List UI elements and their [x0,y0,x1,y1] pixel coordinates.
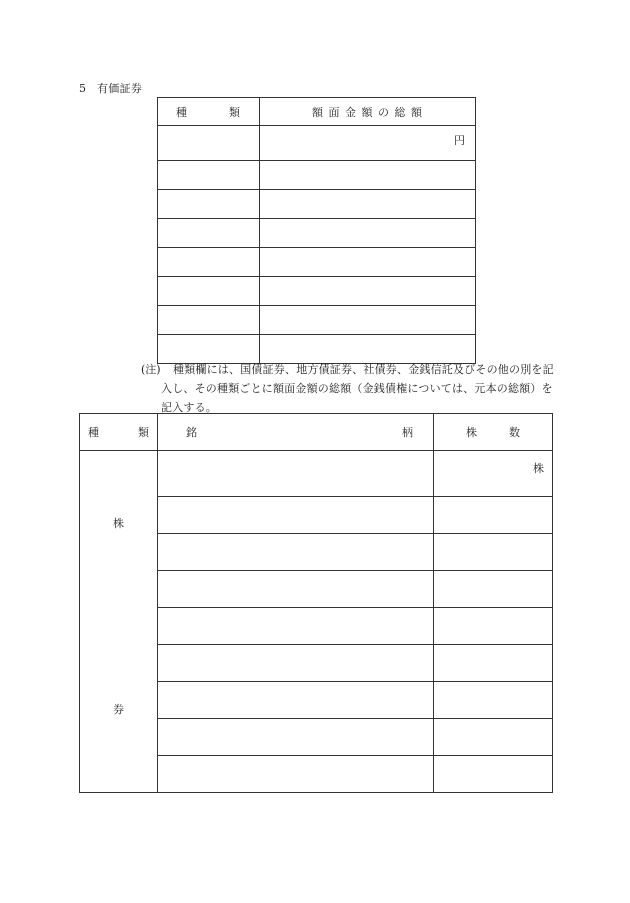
securities-header-kind [158,98,260,126]
securities-header-total: 額 面 金 額 の 総 額 [260,98,476,126]
stocks-brand-cell[interactable] [158,451,434,497]
securities-row [158,306,476,335]
stocks-count-cell[interactable] [434,451,553,497]
securities-total-cell[interactable] [260,190,476,219]
header-kind-char-1: 種 [176,105,188,119]
stocks-table [79,413,553,793]
securities-kind-cell[interactable] [158,277,260,306]
stocks-header-brand-char-2: 柄 [402,426,413,439]
stocks-body [80,451,553,793]
securities-row [158,161,476,190]
stocks-kind-label-top: 株 [113,517,124,530]
securities-row [158,190,476,219]
stocks-count-cell[interactable] [434,645,553,682]
securities-kind-cell[interactable] [158,248,260,277]
securities-total-cell[interactable] [260,219,476,248]
stocks-count-cell[interactable] [434,756,553,793]
stocks-kind-label-bottom: 券 [113,703,124,716]
securities-kind-cell[interactable] [158,161,260,190]
stocks-brand-cell[interactable] [158,682,434,719]
stocks-brand-cell[interactable] [158,497,434,534]
stocks-brand-cell[interactable] [158,719,434,756]
securities-body [158,126,476,364]
stocks-row [80,451,553,497]
securities-row [158,126,476,161]
note-label: (注) [141,363,161,376]
securities-total-cell[interactable] [260,248,476,277]
stocks-header-kind-char-1: 種 [88,426,99,439]
securities-table [157,97,476,364]
securities-row [158,248,476,277]
stocks-brand-cell[interactable] [158,571,434,608]
stocks-header-kind-char-2: 類 [138,426,149,439]
securities-kind-cell[interactable] [158,306,260,335]
stocks-count-cell[interactable] [434,719,553,756]
securities-row [158,219,476,248]
header-kind-char-2: 類 [229,105,241,119]
securities-kind-cell[interactable] [158,190,260,219]
securities-total-cell[interactable] [260,306,476,335]
stocks-header-brand-char-1: 銘 [186,426,197,439]
stocks-count-cell[interactable] [434,571,553,608]
stocks-header-count [434,414,553,451]
securities-header-row [158,98,476,126]
stocks-count-cell[interactable] [434,534,553,571]
securities-total-cell[interactable] [260,126,476,161]
stocks-count-cell[interactable] [434,608,553,645]
stocks-brand-cell[interactable] [158,608,434,645]
stocks-brand-cell[interactable] [158,645,434,682]
stocks-header-count-char-1: 株 [466,426,477,439]
stocks-count-cell[interactable] [434,497,553,534]
stocks-header-count-char-2: 数 [509,426,520,439]
note [141,360,561,417]
section-heading [79,80,142,96]
securities-total-cell[interactable] [260,161,476,190]
stocks-count-cell[interactable] [434,682,553,719]
section-number: 5 [79,82,87,95]
stocks-header-row [80,414,553,451]
share-unit-label: 株 [533,462,544,475]
yen-unit-label: 円 [454,134,465,147]
securities-total-cell[interactable] [260,277,476,306]
securities-kind-cell[interactable] [158,126,260,161]
section-title: 有価証券 [97,82,143,95]
stocks-header-kind [80,414,158,451]
note-text: 種類欄には、国債証券、地方債証券、社債券、金銭信託及びその他の別を記入し、その種類ごとに額面金額の総額（金銭債権については、元本の総額）を記入する。 [161,363,554,414]
stocks-brand-cell[interactable] [158,534,434,571]
stocks-header-brand [158,414,434,451]
securities-row [158,277,476,306]
securities-kind-cell[interactable] [158,219,260,248]
stocks-kind-cell [80,451,158,793]
stocks-brand-cell[interactable] [158,756,434,793]
